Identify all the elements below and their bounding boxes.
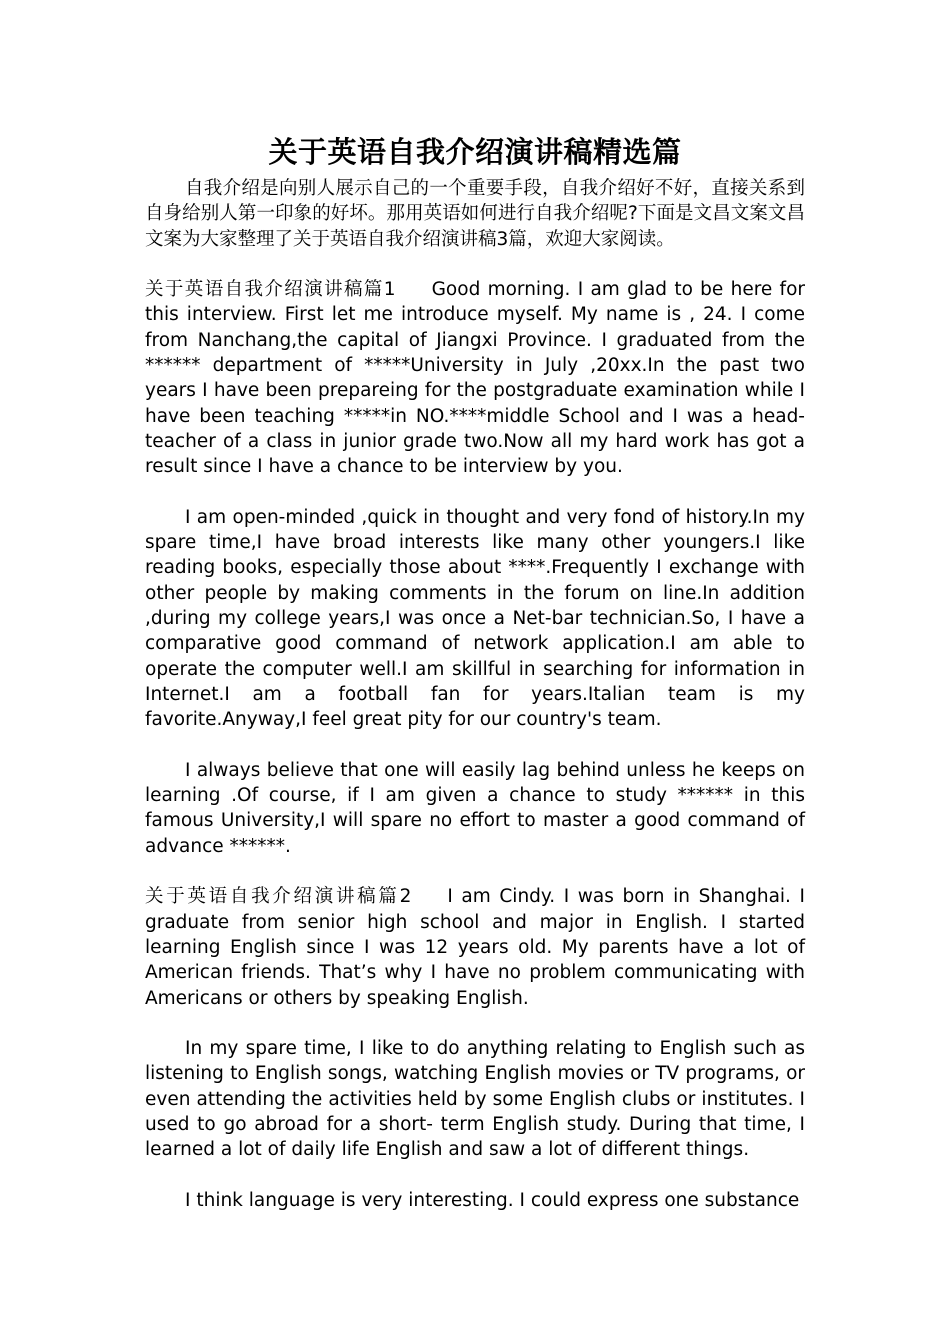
paragraph-gap: [145, 480, 805, 505]
intro-paragraph: 自我介绍是向别人展示自己的一个重要手段，自我介绍好不好，直接关系到自身给别人第一印象的好坏。那用英语如何进行自我介绍呢?下面是文昌文案文昌文案为大家整理了关于英语自我介绍演讲稿3篇，欢迎大家阅读。: [145, 178, 805, 250]
paragraph-gap: [145, 859, 805, 884]
section1-paragraph-2: I am open-minded ,quick in thought and very fond of history.In my spare time,I have broad interests like many other youngers.I like reading books, especially those about ****.Frequently I exchange with other people by making comments in the forum on line.In addition ,during my college years,I was once a Net-bar technician.So, I have a comparative good command of network application.I am able to operate the computer well.I am skillful in searching for information in Internet.I am a football fan for years.Italian team is my favorite.Anyway,I feel great pity for our country's team.: [145, 506, 805, 731]
paragraph-gap: [145, 1011, 805, 1036]
paragraph-gap: [145, 1163, 805, 1188]
paragraph-gap: [145, 252, 805, 277]
paragraph-gap: [145, 733, 805, 758]
section2-p1-text: I am Cindy. I was born in Shanghai. I graduate from senior high school and major in English. I started learning English since I was 12 years old. My parents have a lot of American friends. That’s why I have no problem communicating with Americans or others by speaking English.: [145, 886, 805, 1009]
section2-heading: 关于英语自我介绍演讲稿篇2: [145, 886, 412, 908]
section1-paragraph-1: [145, 277, 805, 479]
section1-heading: 关于英语自我介绍演讲稿篇1: [145, 279, 396, 301]
document-page: [145, 128, 805, 1213]
section2-paragraph-2: In my spare time, I like to do anything relating to English such as listening to English songs, watching English movies or TV programs, or even attending the activities held by some English clubs or institutes. I used to go abroad for a short- term English study. During that time, I learned a lot of daily life English and saw a lot of different things.: [145, 1038, 805, 1161]
page-title: 关于英语自我介绍演讲稿精选篇: [268, 135, 682, 169]
section2-paragraph-1: [145, 884, 805, 1010]
section1-paragraph-3: I always believe that one will easily lag behind unless he keeps on learning .Of course, if I am given a chance to study ****** in this famous University,I will spare no effort to master a good command of advance ******.: [145, 759, 805, 857]
section2-paragraph-3: I think language is very interesting. I could express one substance: [185, 1189, 800, 1211]
section1-p1-text: Good morning. I am glad to be here for this interview. First let me introduce myself. My name is , 24. I come from Nanchang,the capital of Jiangxi Province. I graduated from the ****** department of *****University in July ,20xx.In the past two years I have been prepareing for the postgraduate examination while I have been teaching *****in NO.****middle School and I was a head-teacher of a class in junior grade two.Now all my hard work has got a result since I have a chance to be interview by you.: [145, 279, 805, 478]
